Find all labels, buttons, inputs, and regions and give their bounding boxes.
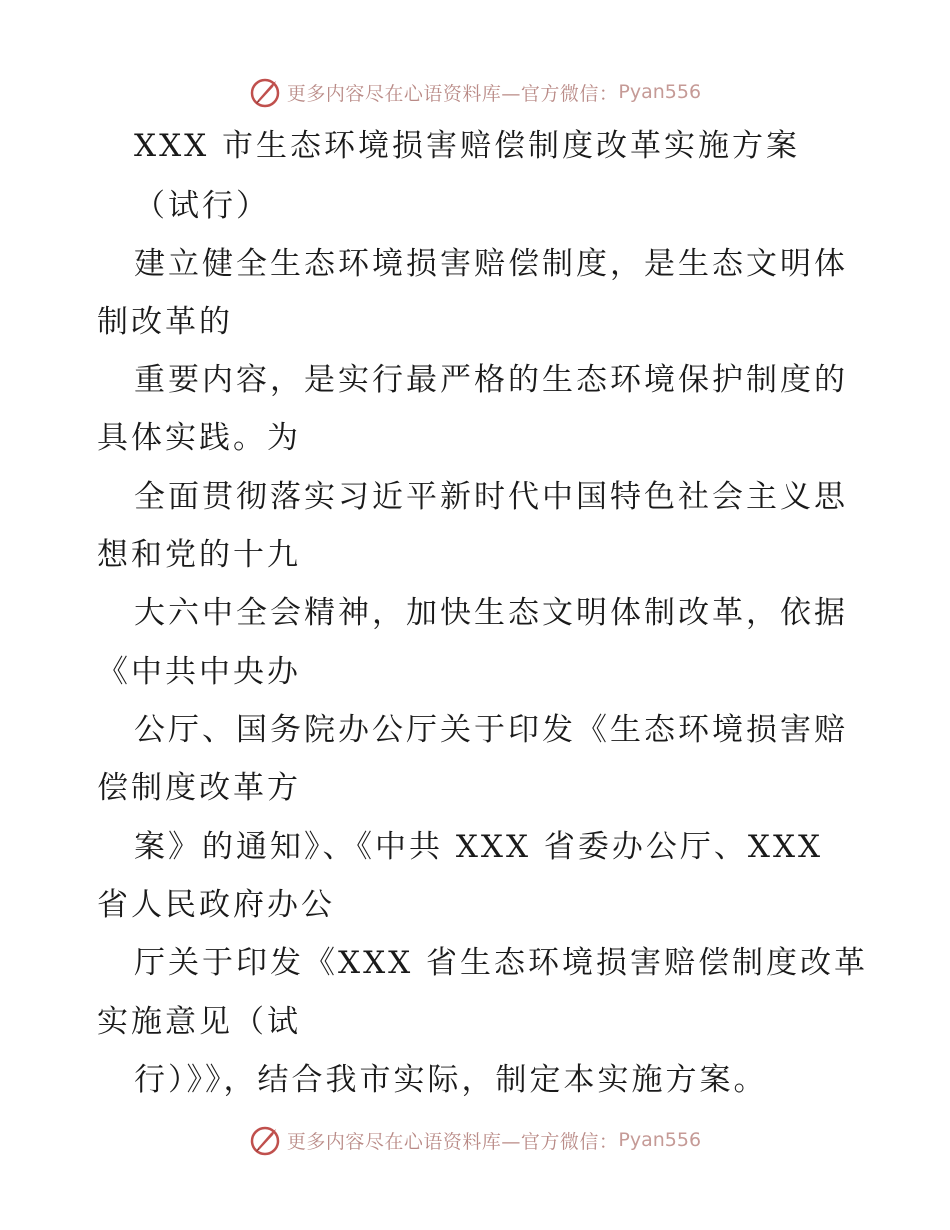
footer-watermark	[0, 1120, 950, 1160]
body-line: 案》的通知》、《中共 XXX 省委办公厅、XXX	[134, 829, 824, 865]
body-line: 公厅、国务院办公厅关于印发《生态环境损害赔	[134, 712, 848, 748]
watermark-text: 更多内容尽在心语资料库—官方微信：	[286, 1130, 619, 1153]
body-line: 重要内容，是实行最严格的生态环境保护制度的	[134, 362, 848, 398]
body-line: 大六中全会精神，加快生态文明体制改革，依据	[134, 595, 848, 631]
watermark-text: 更多内容尽在心语资料库—官方微信：	[286, 82, 619, 105]
body-line: 省人民政府办公	[97, 887, 335, 923]
body-line: 全面贯彻落实习近平新时代中国特色社会主义思	[134, 479, 848, 515]
body-line: 行）》》，结合我市实际，制定本实施方案。	[134, 1062, 768, 1098]
pen-logo-icon	[249, 75, 283, 109]
pen-logo-icon	[249, 1123, 283, 1157]
body-line: 想和党的十九	[97, 537, 301, 573]
page-title: XXX 市生态环境损害赔偿制度改革实施方案	[134, 128, 801, 164]
body-line: 偿制度改革方	[97, 770, 301, 806]
body-line: 厅关于印发《XXX 省生态环境损害赔偿制度改革	[134, 945, 869, 981]
watermark-wechat-id: Pyan556	[618, 1129, 702, 1151]
body-line: 具体实践。为	[97, 420, 301, 456]
body-line: 建立健全生态环境损害赔偿制度，是生态文明体	[134, 246, 848, 282]
body-line: 实施意见（试	[97, 1004, 301, 1040]
body-line: 制改革的	[97, 304, 233, 340]
watermark-wechat-id: Pyan556	[618, 81, 702, 103]
page-subtitle: （试行）	[134, 188, 270, 224]
body-line: 《中共中央办	[97, 654, 301, 690]
header-watermark	[0, 72, 950, 112]
